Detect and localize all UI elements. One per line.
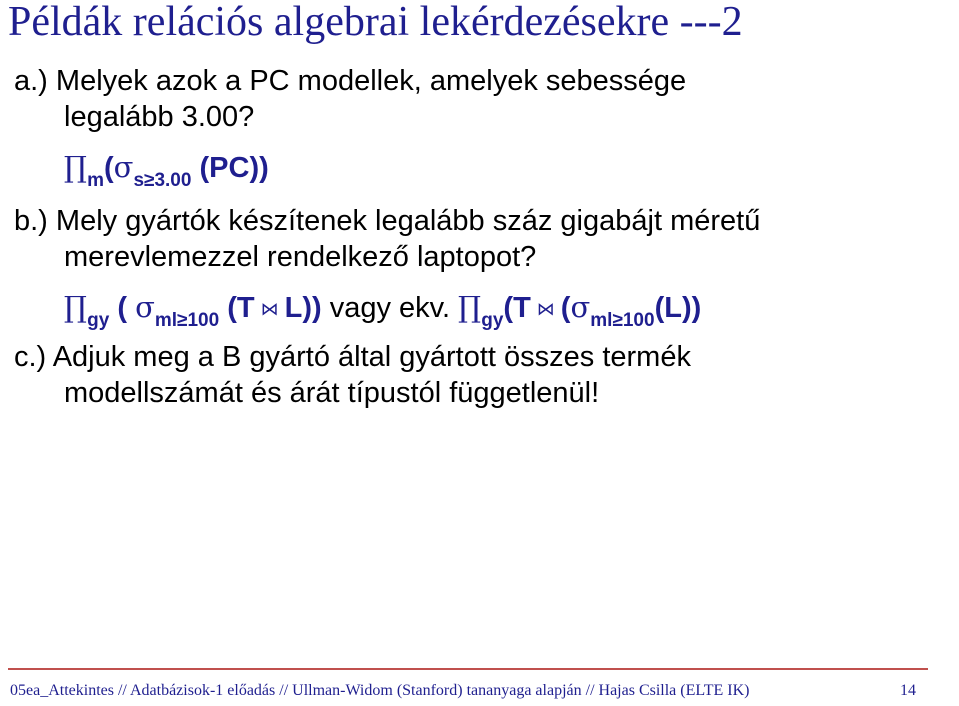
projection-attribute: gy <box>87 310 110 331</box>
item-b-text-line2: merevlemezzel rendelkező laptopot? <box>64 241 537 273</box>
footer-divider <box>8 668 928 670</box>
natural-join-icon: ⋈ <box>536 299 555 320</box>
slide-title: Példák relációs algebrai lekérdezésekre ---2 <box>8 0 743 45</box>
selection-condition: ml≥100 <box>590 310 655 331</box>
natural-join-icon: ⋈ <box>260 299 279 320</box>
selection-symbol: σ <box>570 290 591 324</box>
selection-condition: s≥3.00 <box>133 170 192 191</box>
item-c-label: c.) <box>14 341 47 373</box>
item-b-text-line1: Mely gyártók készítenek legalább száz gigabájt méretű <box>55 205 761 237</box>
item-c-line1 <box>14 340 691 374</box>
relation-l: L)) <box>284 292 322 324</box>
relation-t: (T <box>503 292 531 324</box>
selection-symbol: σ <box>113 150 134 184</box>
item-a-text-line2: legalább 3.00? <box>64 101 255 133</box>
footer-text: 05ea_Attekintes // Adatbázisok-1 előadás // Ullman-Widom (Stanford) tananyaga alapján // Hajas Csilla (ELTE IK) <box>10 682 750 699</box>
item-a-text-line1: Melyek azok a PC modellek, amelyek sebessége <box>55 65 687 97</box>
projection-symbol: ∏ <box>64 150 88 184</box>
projection-symbol: ∏ <box>458 290 482 324</box>
paren-open: ( <box>560 292 571 324</box>
relation-l: (L)) <box>654 292 702 324</box>
page-number: 14 <box>900 682 916 699</box>
projection-attribute: gy <box>481 310 504 331</box>
expression-a <box>64 150 269 189</box>
item-a-label: a.) <box>14 65 48 97</box>
paren-open: ( <box>117 292 128 324</box>
item-c-text-line1: Adjuk meg a B gyártó által gyártott összes termék <box>52 341 691 373</box>
equivalence-text: vagy ekv. <box>329 292 451 324</box>
paren-open: ( <box>104 152 114 184</box>
selection-condition: ml≥100 <box>154 310 220 331</box>
item-c-text-line2: modellszámát és árát típustól függetlenül! <box>64 377 600 409</box>
relation-pc: (PC)) <box>199 152 269 184</box>
item-b-line1 <box>14 204 760 238</box>
selection-symbol: σ <box>135 290 155 324</box>
expression-b <box>64 290 701 329</box>
item-a-line1 <box>14 64 686 98</box>
projection-symbol: ∏ <box>64 290 88 324</box>
item-b-label: b.) <box>14 205 48 237</box>
projection-attribute: m <box>87 170 104 191</box>
relation-t: (T <box>227 292 255 324</box>
